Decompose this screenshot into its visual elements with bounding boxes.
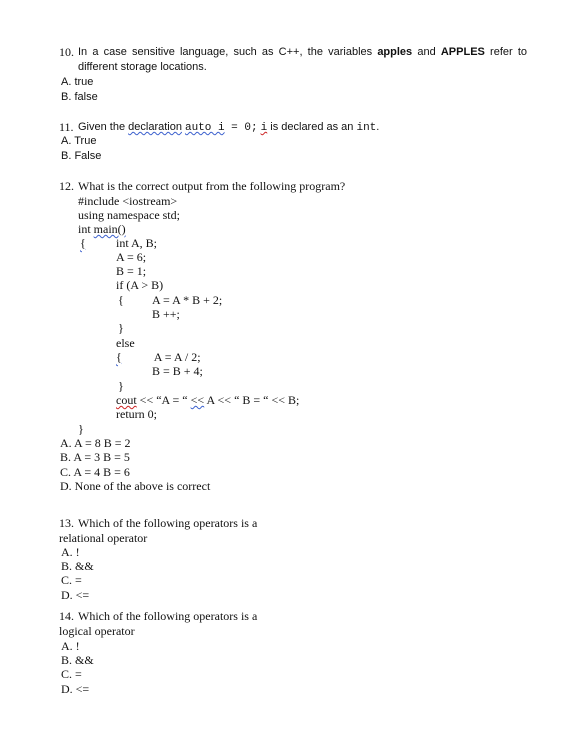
code-decl: int A, B;	[116, 236, 158, 250]
q12-option-a[interactable]: A. A = 8 B = 2	[60, 436, 131, 450]
code-close-brace: }	[78, 422, 84, 436]
q14-number: 14.	[59, 609, 74, 623]
code-else-close: }	[118, 379, 124, 393]
q12-option-d[interactable]: D. None of the above is correct	[60, 479, 211, 493]
code-else: else	[116, 336, 135, 350]
code-if: if (A > B)	[116, 278, 164, 292]
q13-option-a[interactable]: A. !	[61, 545, 80, 559]
q14-line1: Which of the following operators is a	[78, 609, 258, 623]
code-if-stmt1: A = A * B + 2;	[152, 293, 223, 307]
q10-text: In a case sensitive language, such as C++, the variables apples and APPLES refer to different storage locations.	[78, 46, 527, 73]
q13-option-b[interactable]: B. &&	[61, 559, 94, 573]
code-assign-b: B = 1;	[116, 264, 147, 278]
q12-number: 12.	[59, 179, 74, 193]
q12-option-b[interactable]: B. A = 3 B = 5	[60, 450, 130, 464]
code-if-brace: {	[118, 293, 124, 307]
code-return: return 0;	[116, 407, 157, 421]
q10-option-b[interactable]: B. false	[61, 91, 98, 103]
q14-option-d[interactable]: D. <=	[61, 682, 90, 696]
code-if-stmt2: B ++;	[152, 307, 180, 321]
code-assign-a: A = 6;	[116, 250, 147, 264]
q13-line2: relational operator	[59, 531, 148, 545]
q10-number: 10.	[59, 45, 74, 59]
code-main: int main()	[78, 222, 126, 236]
q13-number: 13.	[59, 516, 74, 530]
q14-option-a[interactable]: A. !	[61, 639, 80, 653]
q13-option-c[interactable]: C. =	[61, 573, 82, 587]
code-if-close: }	[118, 321, 124, 335]
q14-option-c[interactable]: C. =	[61, 667, 82, 681]
q11-text: Given the declaration auto i = 0; i is declared as an int.	[78, 121, 380, 134]
code-cout: cout << “A = “ << A << “ B = “ << B;	[116, 393, 300, 407]
code-open-brace: {	[80, 236, 86, 250]
q11-option-a[interactable]: A. True	[61, 135, 97, 147]
q14-line2: logical operator	[59, 624, 135, 638]
code-include: #include <iostream>	[78, 194, 178, 208]
q11-number: 11.	[59, 120, 74, 134]
q13-option-d[interactable]: D. <=	[61, 588, 90, 602]
code-else-stmt2: B = B + 4;	[152, 364, 203, 378]
code-using: using namespace std;	[78, 208, 180, 222]
q12-option-c[interactable]: C. A = 4 B = 6	[60, 465, 130, 479]
code-else-line: { A = A / 2;	[116, 350, 201, 364]
q14-option-b[interactable]: B. &&	[61, 653, 94, 667]
q10-option-a[interactable]: A. true	[61, 76, 94, 88]
q13-line1: Which of the following operators is a	[78, 516, 258, 530]
q11-option-b[interactable]: B. False	[61, 150, 102, 162]
q12-text: What is the correct output from the following program?	[78, 179, 346, 193]
